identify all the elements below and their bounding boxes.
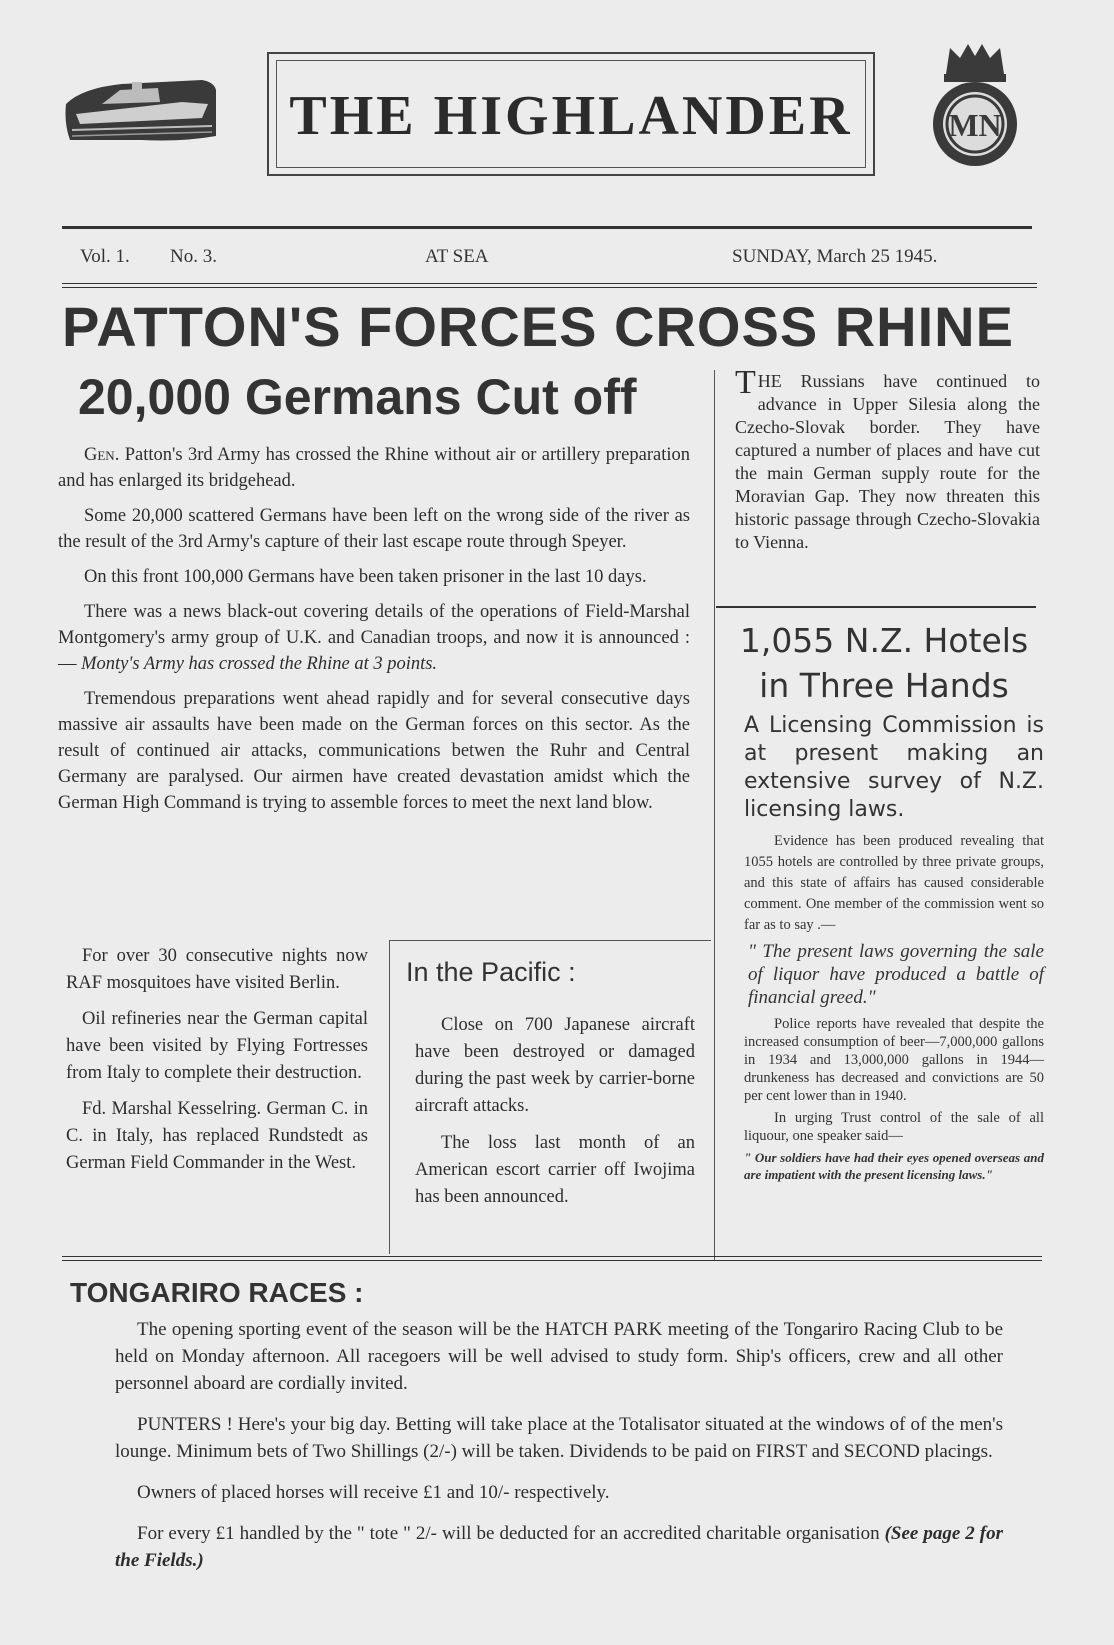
masthead-title-box (267, 52, 875, 176)
pacific-story (415, 1012, 695, 1221)
russia-text: HE Russians have continued to advance in Upper Silesia along the Czecho-Slovak border. They have captured a number of places and have cut the main German supply route for the Moravian Gap. They now threaten this historic passage through Czecho-Slovakia to Vienna. (735, 371, 1040, 552)
paragraph: The opening sporting event of the season will be the HATCH PARK meeting of the Tongariro Racing Club to be held on Monday afternoon. All racegoers will be well advised to study form. Ship's officers, crew and all other personnel aboard are cordially invited. (115, 1319, 1003, 1394)
paragraph: Close on 700 Japanese aircraft have been destroyed or damaged during the past week by carrier-borne aircraft attacks. (415, 1015, 695, 1116)
dateline-rule (62, 287, 1037, 288)
paragraph: Some 20,000 scattered Germans have been left on the wrong side of the river as the result of the 3rd Army's capture of their last escape route through Speyer. (58, 506, 690, 552)
paragraph: For over 30 consecutive nights now RAF mosquitoes have visited Berlin. (66, 946, 368, 993)
section-rule (62, 1260, 1042, 1261)
nz-hotels-body (744, 831, 1044, 1187)
paragraph: In urging Trust control of the sale of all liquour, one speaker said— (744, 1110, 1044, 1144)
paragraph: PUNTERS ! Here's your big day. Betting will take place at the Totalisator situated at the windows of of the men's lounge. Minimum bets of Two Shillings (2/-) will be taken. Dividends to be paid on FIRST and SECOND placings. (115, 1414, 1003, 1462)
headline: PATTON'S FORCES CROSS RHINE (62, 295, 1014, 358)
paragraph (58, 442, 690, 494)
paragraph-text: Patton's 3rd Army has crossed the Rhine without air or artillery preparation and has enlarged its bridgehead. (58, 445, 690, 491)
paragraph: Oil refineries near the German capital have been visited by Flying Fortresses from Italy to complete their destruction. (66, 1009, 368, 1083)
subheadline: 20,000 Germans Cut off (78, 369, 637, 425)
masthead-title: THE HIGHLANDER (289, 85, 853, 147)
heading-line: 1,055 N.Z. Hotels (739, 621, 1029, 660)
pull-quote: " The present laws governing the sale of liquor have produced a battle of financial greed." (748, 941, 1044, 1008)
paragraph-text: There was a news black-out covering details of the operations of Field-Marshal Montgomery's army group of U.K. and Canadian troops, and now it is announced :— (58, 602, 690, 674)
paragraph (58, 599, 690, 677)
paragraph: Police reports have revealed that despite the increased consumption of beer—7,000,000 gallons in 1934 and 13,000,000 gallons in 1944—drunkeness has decreased and convictions are 50 per cent lower than in 1940. (744, 1016, 1044, 1104)
column-rule (714, 370, 715, 1260)
paragraph: The loss last month of an American escort carrier off Iwojima has been announced. (415, 1133, 695, 1207)
main-story (58, 442, 690, 825)
closing-quote: " Our soldiers have had their eyes opened overseas and are impatient with the present licensing laws." (744, 1150, 1044, 1182)
paragraph-text: For every £1 handled by the " tote " 2/- will be deducted for an accredited charitable organisation (137, 1523, 885, 1544)
paragraph: On this front 100,000 Germans have been taken prisoner in the last 10 days. (84, 567, 647, 587)
ship-icon (62, 74, 218, 146)
heading-line: in Three Hands (759, 666, 1009, 705)
dateline (80, 246, 1010, 272)
merchant-navy-crest-icon (920, 42, 1030, 167)
paragraph: Fd. Marshal Kesselring. German C. in C. in Italy, has replaced Rundstedt as German Field Commander in the West. (66, 1099, 368, 1173)
section-rule (716, 606, 1036, 608)
dateline-rule (62, 283, 1037, 284)
russia-story (735, 364, 1040, 554)
pacific-heading: In the Pacific : (406, 957, 576, 987)
italic-text: Monty's Army has crossed the Rhine at 3 points. (81, 654, 438, 674)
war-briefs (66, 943, 368, 1186)
paragraph: Evidence has been produced revealing that 1055 hotels are controlled by three private groups, and this state of affairs has caused considerable comment. One member of the commission went so far as to say .— (744, 833, 1044, 933)
italic-text: (See page 2 for the Fields.) (115, 1523, 1003, 1571)
nz-hotels-heading (728, 618, 1040, 708)
drop-cap: T (735, 364, 756, 401)
paragraph: Owners of placed horses will receive £1 and 10/- respectively. (137, 1482, 610, 1503)
issue-number: No. 3. (170, 246, 217, 267)
issue-date: SUNDAY, March 25 1945. (732, 246, 938, 267)
paragraph: Tremendous preparations went ahead rapidly and for several consecutive days massive air assaults have been made on the German forces on this sector. As the result of continued air attacks, communications betwen the Ruhr and Central Germany are paralysed. Our airmen have created devastation amidst which the German High Command is trying to assemble forces to meet the next land blow. (58, 689, 690, 813)
races-heading: TONGARIRO RACES : (70, 1277, 364, 1308)
races-story (115, 1316, 1003, 1588)
masthead-rule (62, 226, 1032, 229)
location: AT SEA (425, 246, 489, 267)
lead-word: Gen. (84, 445, 120, 465)
section-rule (62, 1256, 1042, 1257)
volume: Vol. 1. (80, 246, 130, 267)
svg-text:MN: MN (948, 107, 1002, 143)
paragraph (115, 1520, 1003, 1574)
nz-hotels-lead: A Licensing Commission is at present making an extensive survey of N.Z. licensing laws. (744, 713, 1044, 822)
